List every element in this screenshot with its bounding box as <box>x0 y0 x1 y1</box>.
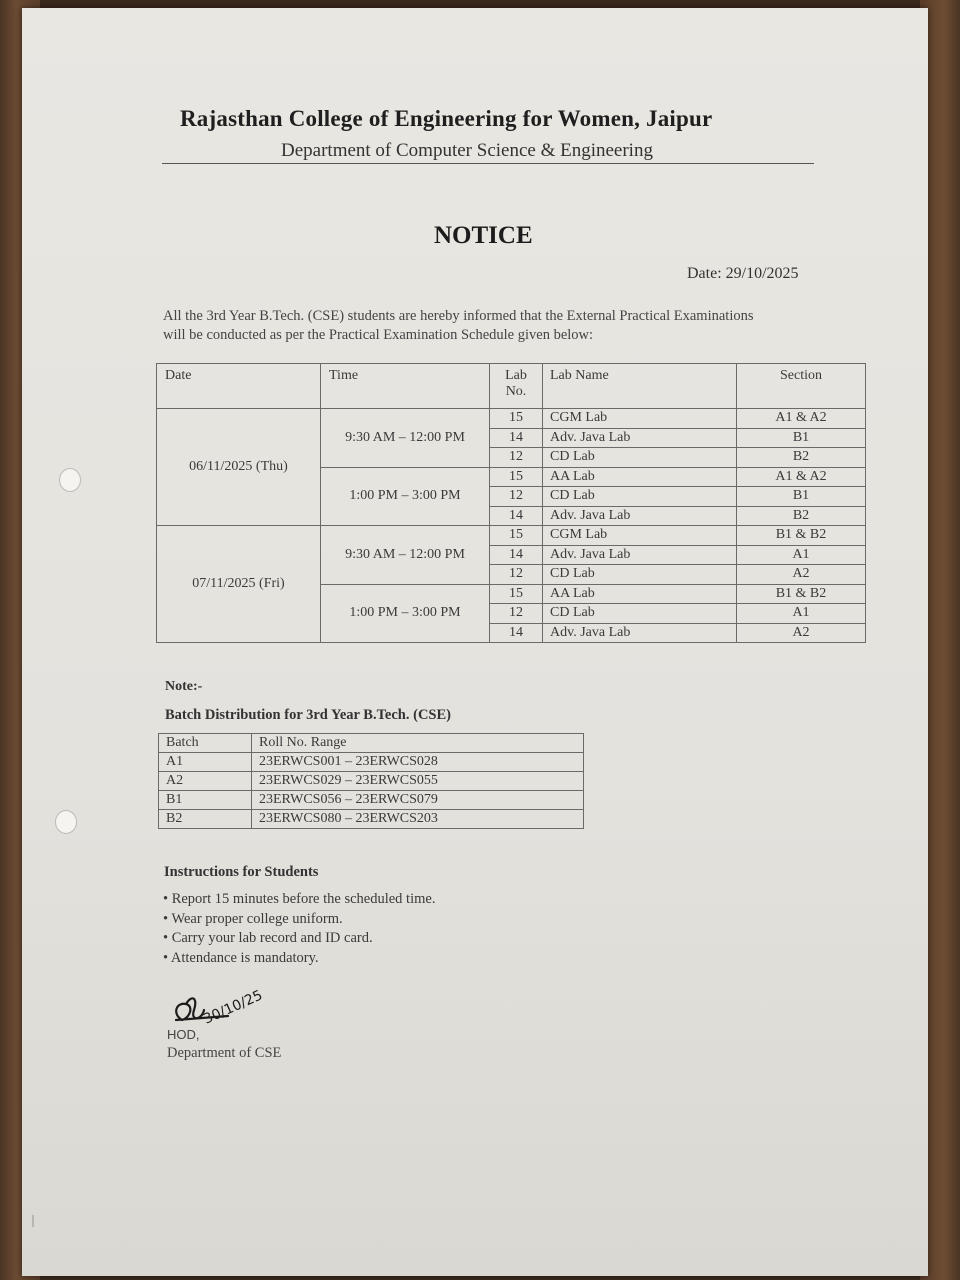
header-lab-no <box>490 364 543 409</box>
lab-no-cell: 15 <box>490 467 543 487</box>
header-lab-no-line1: Lab <box>505 368 527 383</box>
date-cell: 07/11/2025 (Fri) <box>157 526 321 643</box>
lab-no-cell: 12 <box>490 604 543 624</box>
notice-date: Date: 29/10/2025 <box>687 265 799 282</box>
header-divider <box>162 163 814 164</box>
batch-cell: B2 <box>159 810 252 829</box>
section-cell: B1 <box>737 487 866 507</box>
table-row <box>159 772 584 791</box>
roll-range-cell: 23ERWCS001 – 23ERWCS028 <box>252 753 584 772</box>
section-cell: B1 <box>737 428 866 448</box>
lab-name-cell: CGM Lab <box>543 409 737 429</box>
paper-mark <box>32 1215 34 1227</box>
section-cell: B2 <box>737 506 866 526</box>
roll-range-cell: 23ERWCS056 – 23ERWCS079 <box>252 791 584 810</box>
hod-signature <box>168 980 288 1030</box>
lab-name-cell: Adv. Java Lab <box>543 545 737 565</box>
hod-department: Department of CSE <box>167 1045 282 1061</box>
lab-name-cell: Adv. Java Lab <box>543 623 737 643</box>
time-cell: 9:30 AM – 12:00 PM <box>321 526 490 585</box>
date-cell: 06/11/2025 (Thu) <box>157 409 321 526</box>
batch-cell: A1 <box>159 753 252 772</box>
practical-schedule-table <box>156 363 866 643</box>
batch-header-row <box>159 734 584 753</box>
batch-cell: B1 <box>159 791 252 810</box>
lab-name-cell: Adv. Java Lab <box>543 506 737 526</box>
instructions-title: Instructions for Students <box>164 864 319 880</box>
notice-intro: All the 3rd Year B.Tech. (CSE) students are hereby informed that the External Practical Examinations will be conducted as per the Practical Examination Schedule given below: <box>163 308 754 343</box>
punch-hole-top <box>59 468 81 492</box>
signature-date: 30/10/25 <box>201 987 266 1028</box>
header-time: Time <box>321 364 490 409</box>
lab-no-cell: 15 <box>490 526 543 546</box>
section-cell: A1 & A2 <box>737 467 866 487</box>
college-name: Rajasthan College of Engineering for Women, Jaipur <box>180 106 713 131</box>
section-cell: A1 & A2 <box>737 409 866 429</box>
list-item: • Wear proper college uniform. <box>163 910 435 930</box>
lab-no-cell: 12 <box>490 565 543 585</box>
hod-label: HOD, <box>167 1027 200 1042</box>
table-row <box>157 526 866 546</box>
list-item: • Report 15 minutes before the scheduled time. <box>163 890 435 910</box>
roll-range-cell: 23ERWCS029 – 23ERWCS055 <box>252 772 584 791</box>
header-lab-no-line2: No. <box>505 384 527 399</box>
list-item: • Attendance is mandatory. <box>163 949 435 969</box>
lab-name-cell: CD Lab <box>543 448 737 468</box>
section-cell: B2 <box>737 448 866 468</box>
lab-no-cell: 14 <box>490 506 543 526</box>
section-cell: A1 <box>737 604 866 624</box>
section-cell: B1 & B2 <box>737 584 866 604</box>
time-cell: 1:00 PM – 3:00 PM <box>321 584 490 643</box>
roll-range-cell: 23ERWCS080 – 23ERWCS203 <box>252 810 584 829</box>
notice-title: NOTICE <box>434 222 533 249</box>
lab-no-cell: 14 <box>490 623 543 643</box>
lab-name-cell: Adv. Java Lab <box>543 428 737 448</box>
table-header-row <box>157 364 866 409</box>
lab-no-cell: 15 <box>490 584 543 604</box>
instructions-list <box>163 890 435 968</box>
roll-range-header: Roll No. Range <box>252 734 584 753</box>
time-cell: 1:00 PM – 3:00 PM <box>321 467 490 526</box>
punch-hole-bottom <box>55 810 77 834</box>
lab-no-cell: 14 <box>490 545 543 565</box>
lab-no-cell: 15 <box>490 409 543 429</box>
batch-cell: A2 <box>159 772 252 791</box>
section-cell: A1 <box>737 545 866 565</box>
note-label: Note:- <box>165 679 203 694</box>
list-item: • Carry your lab record and ID card. <box>163 929 435 949</box>
lab-name-cell: CD Lab <box>543 604 737 624</box>
lab-name-cell: CGM Lab <box>543 526 737 546</box>
batch-header: Batch <box>159 734 252 753</box>
header-date: Date <box>157 364 321 409</box>
section-cell: A2 <box>737 623 866 643</box>
lab-name-cell: CD Lab <box>543 487 737 507</box>
header-lab-name: Lab Name <box>543 364 737 409</box>
table-row <box>159 791 584 810</box>
lab-name-cell: AA Lab <box>543 584 737 604</box>
lab-no-cell: 12 <box>490 487 543 507</box>
lab-name-cell: CD Lab <box>543 565 737 585</box>
section-cell: B1 & B2 <box>737 526 866 546</box>
table-row <box>157 409 866 429</box>
lab-no-cell: 12 <box>490 448 543 468</box>
header-section: Section <box>737 364 866 409</box>
table-row <box>159 810 584 829</box>
batch-distribution-title: Batch Distribution for 3rd Year B.Tech. (CSE) <box>165 707 451 723</box>
section-cell: A2 <box>737 565 866 585</box>
table-row <box>159 753 584 772</box>
lab-name-cell: AA Lab <box>543 467 737 487</box>
department-name: Department of Computer Science & Engineering <box>281 140 653 161</box>
batch-distribution-table <box>158 733 584 829</box>
lab-no-cell: 14 <box>490 428 543 448</box>
time-cell: 9:30 AM – 12:00 PM <box>321 409 490 468</box>
